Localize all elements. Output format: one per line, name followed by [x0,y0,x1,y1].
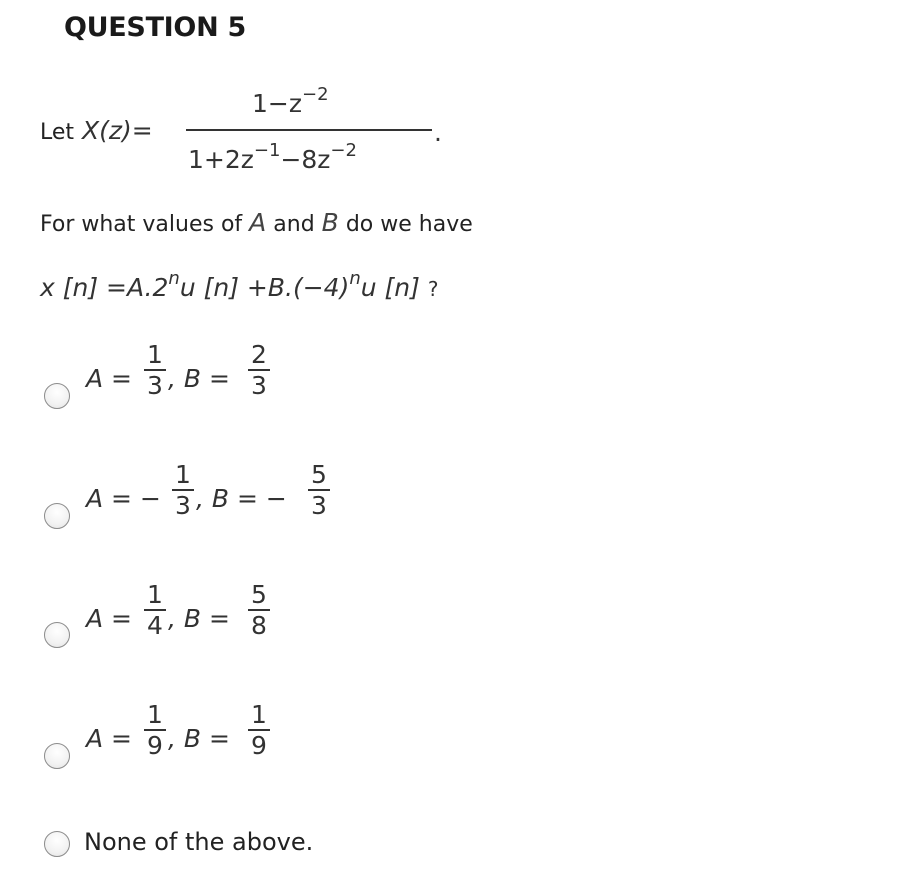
option-4-b-label: , B = [168,724,230,753]
option-4-a-label: A = [86,724,132,753]
target-equation: x $[n] =A.2^nu$ $[n] +B.(-4)^nu$ [n] ? [40,268,439,302]
let-label: Let [40,120,75,145]
transfer-fraction-bar [186,129,432,131]
option-2-b-label: , B = − [196,484,287,513]
x-of-z-lhs: X(z)= [82,116,153,145]
option-4-radio[interactable] [44,743,70,769]
option-2-a-label: A = − [86,484,161,513]
option-3-b-label: , B = [168,604,230,633]
option-1-b-fraction: 2 3 [248,340,270,400]
option-1-a-label: A = [86,364,132,393]
option-1-radio[interactable] [44,383,70,409]
transfer-denominator: $1+2z^{-1}-8z^{-2}$ [188,140,357,174]
option-2-a-fraction: 1 3 [172,460,194,520]
option-3-radio[interactable] [44,622,70,648]
option-4-a-fraction: 1 9 [144,700,166,760]
transfer-numerator: $1-z^{-2}$ [252,84,329,118]
option-4-b-fraction: 1 9 [248,700,270,760]
option-none-label[interactable]: None of the above. [84,828,314,856]
option-3-a-fraction: 1 4 [144,580,166,640]
option-3-b-fraction: 5 8 [248,580,270,640]
option-1-a-fraction: 1 3 [144,340,166,400]
option-3-a-label: A = [86,604,132,633]
prompt-text: For what values of A and B do we have [40,208,473,237]
option-2-radio[interactable] [44,503,70,529]
option-none-radio[interactable] [44,831,70,857]
option-2-b-fraction: 5 3 [308,460,330,520]
question-title: QUESTION 5 [64,12,246,43]
intro-period: . [434,118,442,147]
option-1-b-label: , B = [168,364,230,393]
